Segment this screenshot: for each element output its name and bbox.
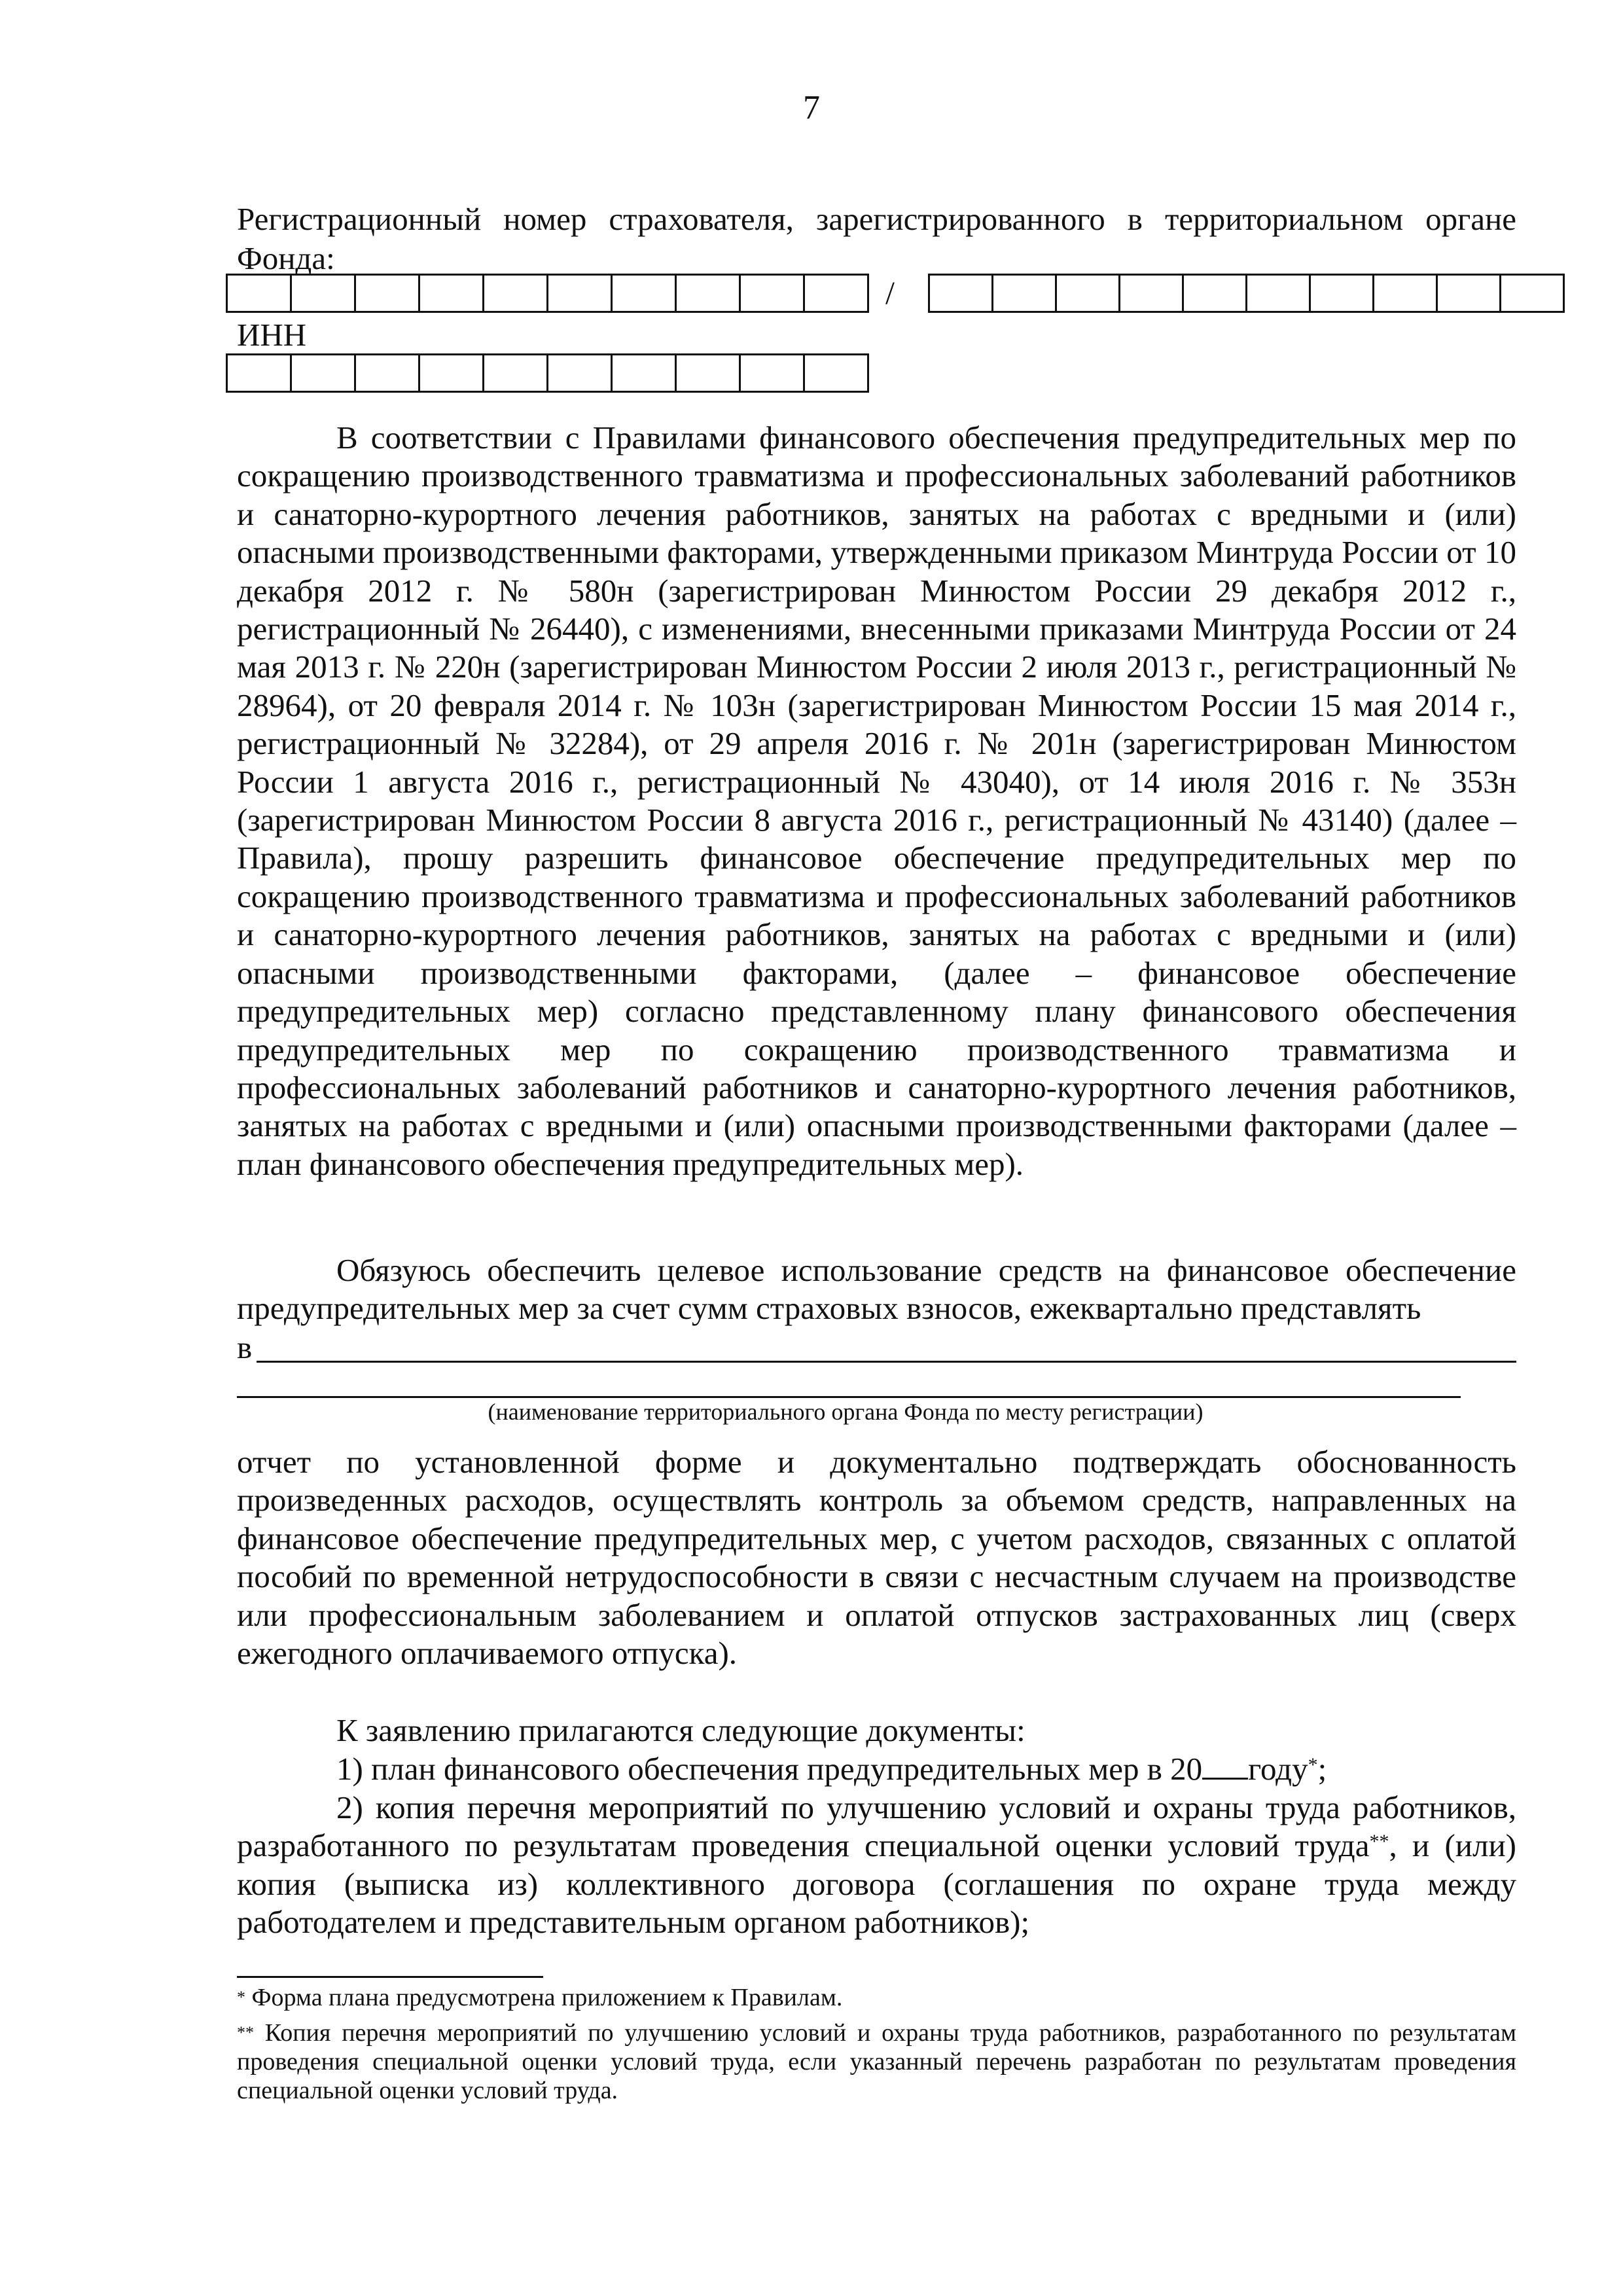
registration-separator: / — [885, 274, 895, 311]
digit-box[interactable] — [677, 274, 741, 313]
footnote-2: ** Копия перечня мероприятий по улучшению условий и охраны труда работников, разработанного по результатам проведения специальной оценки условий труда, если указанный перечень разработан по результатам проведения специальной оценки условий труда. — [237, 2019, 1516, 2104]
registration-label: Регистрационный номер страхователя, зарегистрированного в территориальном органе — [237, 201, 1516, 237]
registration-number-part2[interactable] — [928, 274, 1565, 313]
digit-box[interactable] — [1501, 274, 1565, 313]
digit-box[interactable] — [484, 353, 548, 393]
digit-box[interactable] — [548, 353, 613, 393]
digit-box[interactable] — [741, 274, 805, 313]
fund-name-caption: (наименование территориального органа Фонда по месту регистрации) — [488, 1399, 1204, 1425]
attachment-item-1: 1) план финансового обеспечения предупредительных мер в 20 году*; — [336, 1751, 1327, 1787]
digit-box[interactable] — [420, 353, 484, 393]
digit-box[interactable] — [484, 274, 548, 313]
digit-box[interactable] — [805, 353, 869, 393]
digit-box[interactable] — [1247, 274, 1311, 313]
digit-box[interactable] — [548, 274, 613, 313]
digit-box[interactable] — [356, 274, 420, 313]
main-request-paragraph: В соответствии с Правилами финансового обеспечения предупредительных мер по сокращению производственного травматизма и профессиональных заболеваний работников и санаторно-курортного лечения работников, занятых на работах с вредными и (или) опасными производственными факторами, утвержденными приказом Минтруда России от 10 декабря 2012 г. № 580н (зарегистрирован Минюстом России 29 декабря 2012 г., регистрационный № 26440), с изменениями, внесенными приказами Минтруда России от 24 мая 2013 г. № 220н (зарегистрирован Минюстом России 2 июля 2013 г., регистрационный № 28964), от 20 февраля 2014 г. № 103н (зарегистрирован Минюстом России 15 мая 2014 г., регистрационный № 32284), от 29 апреля 2016 г. № 201н (зарегистрирован Минюстом России 1 августа 2016 г., регистрационный № 43040), от 14 июля 2016 г. № 353н (зарегистрирован Минюстом России 8 августа 2016 г., регистрационный № 43140) (далее – Правила), прошу разрешить финансовое обеспечение предупредительных мер по сокращению производственного травматизма и профессиональных заболеваний работников и санаторно-курортного лечения работников, занятых на работах с вредными и (или) опасными производственными факторами, (далее – финансовое обеспечение предупредительных мер) согласно представленному плану финансового обеспечения предупредительных мер по сокращению производственного травматизма и профессиональных заболеваний работников и санаторно-курортного лечения работников, занятых на работах с вредными и (или) опасными производственными факторами (далее – план финансового обеспечения предупредительных мер). — [237, 420, 1516, 1182]
digit-box[interactable] — [930, 274, 993, 313]
digit-box[interactable] — [228, 353, 292, 393]
digit-box[interactable] — [356, 353, 420, 393]
digit-box[interactable] — [1438, 274, 1501, 313]
fill-prefix: в — [237, 1329, 253, 1365]
digit-box[interactable] — [292, 353, 356, 393]
registration-number-part1[interactable] — [226, 274, 869, 313]
obligation-paragraph: Обязуюсь обеспечить целевое использование средств на финансовое обеспечение предупредительных мер за счет сумм страховых взносов, ежеквартально представлять — [237, 1252, 1516, 1327]
report-paragraph: отчет по установленной форме и документально подтверждать обоснованность произведенных расходов, осуществлять контроль за объемом средств, направленных на финансовое обеспечение предупредительных мер, с учетом расходов, связанных с оплатой пособий по временной нетрудоспособности в связи с несчастным случаем на производстве или профессиональным заболеванием и оплатой отпусков застрахованных лиц (сверх ежегодного оплачиваемого отпуска). — [237, 1444, 1516, 1672]
digit-box[interactable] — [993, 274, 1057, 313]
inn-label: ИНН — [237, 317, 307, 353]
digit-box[interactable] — [613, 274, 677, 313]
digit-box[interactable] — [228, 274, 292, 313]
inn-number-boxes[interactable] — [226, 353, 869, 393]
digit-box[interactable] — [1184, 274, 1247, 313]
attachments-intro: К заявлению прилагаются следующие документы: — [336, 1712, 1026, 1748]
attachment-item-2: 2) копия перечня мероприятий по улучшению условий и охраны труда работников, разработанного по результатам проведения специальной оценки условий труда**, и (или) копия (выписка из) коллективного договора (соглашения по охране труда между работодателем и представительным органом работников); — [237, 1789, 1516, 1941]
digit-box[interactable] — [1374, 274, 1438, 313]
digit-box[interactable] — [1311, 274, 1374, 313]
fund-name-line-1[interactable] — [257, 1361, 1516, 1363]
footnote-separator — [237, 1976, 543, 1978]
digit-box[interactable] — [741, 353, 805, 393]
digit-box[interactable] — [613, 353, 677, 393]
registration-label-cont: Фонда: — [237, 240, 335, 276]
digit-box[interactable] — [1120, 274, 1184, 313]
digit-box[interactable] — [677, 353, 741, 393]
page-number: 7 — [803, 89, 820, 126]
digit-box[interactable] — [420, 274, 484, 313]
year-blank[interactable] — [1202, 1751, 1248, 1780]
footnote-1: * Форма плана предусмотрена приложением к Правилам. — [237, 1984, 843, 2011]
digit-box[interactable] — [1057, 274, 1120, 313]
digit-box[interactable] — [805, 274, 869, 313]
digit-box[interactable] — [292, 274, 356, 313]
